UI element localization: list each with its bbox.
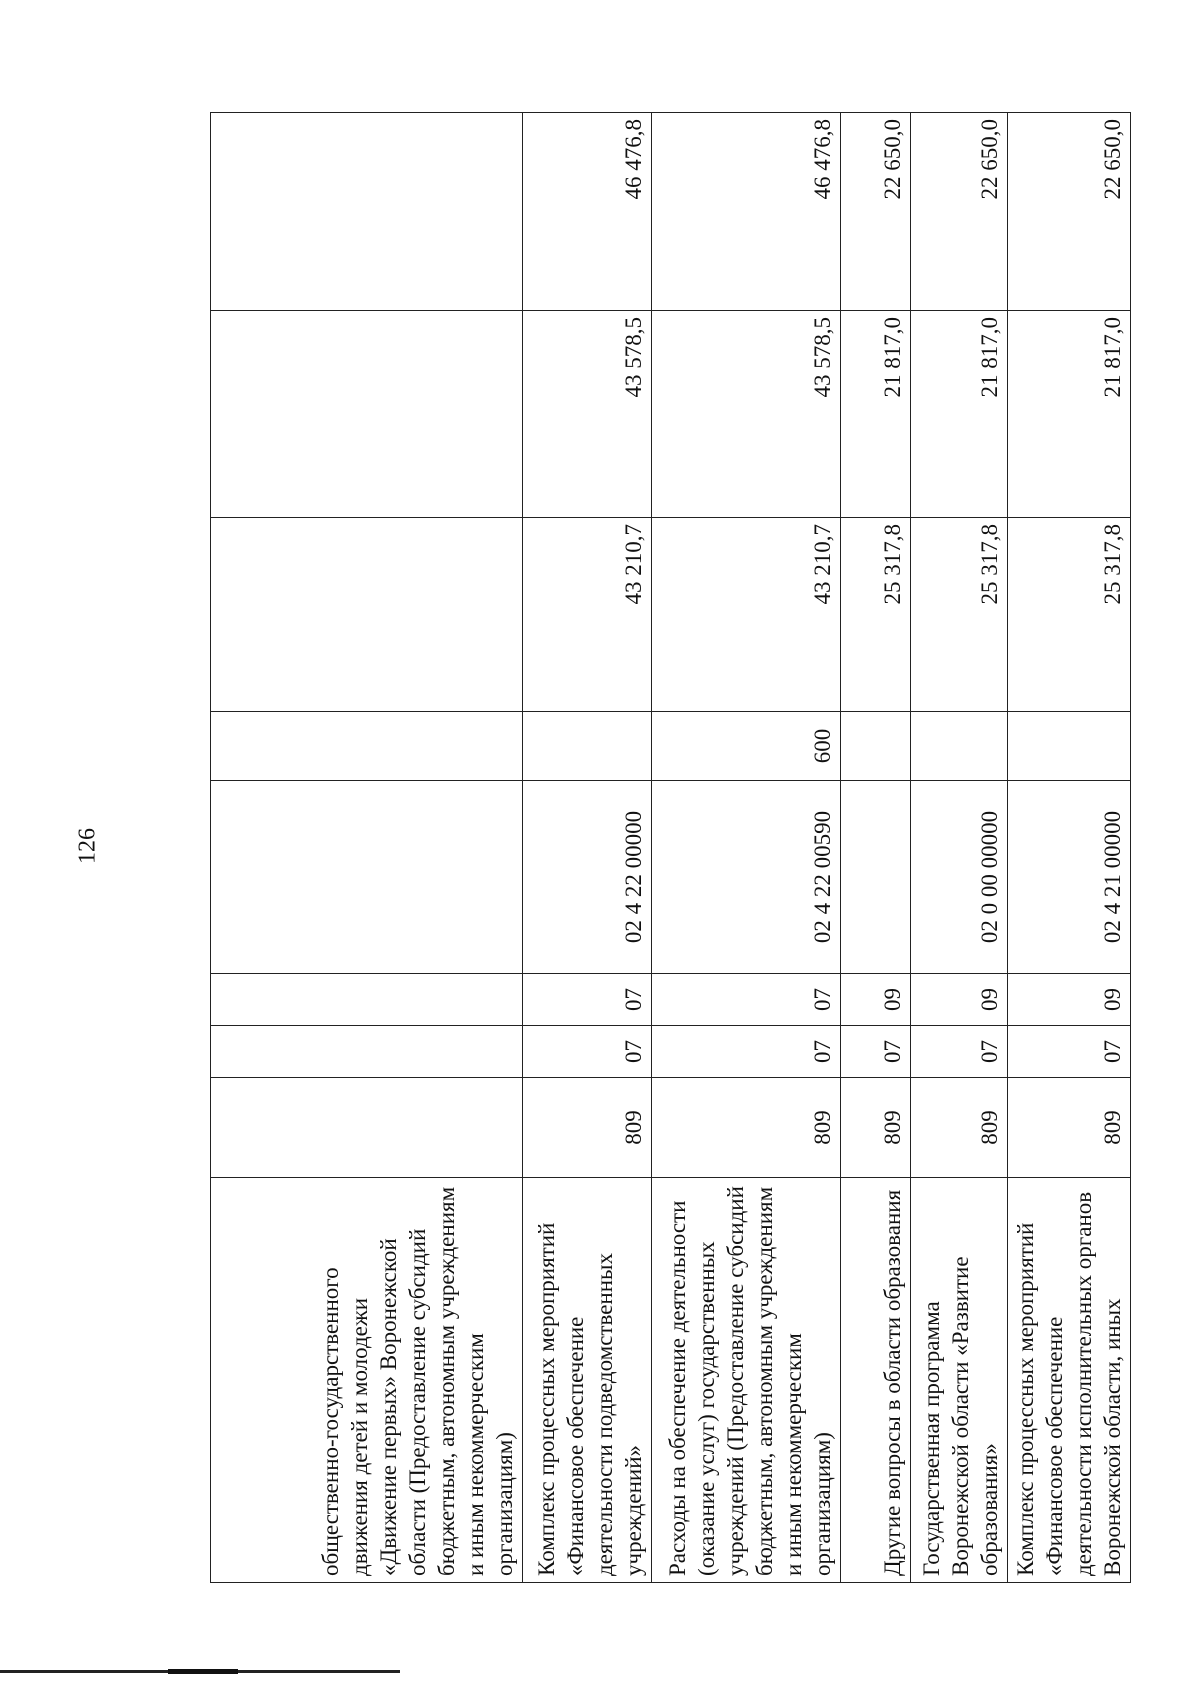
row-name: Расходы на обеспечение деятельности (оказание услуг) государственных учреждений (Предоставление субсидий бюджетным, автономным учреждениям и иным некоммерческим организациям): [652, 1178, 841, 1583]
amount-year-1: [211, 518, 523, 712]
expense-type-code: [841, 712, 911, 781]
footer-rule: [0, 1670, 400, 1673]
subsection-code: 07: [652, 974, 841, 1026]
grbs-code: 809: [911, 1078, 1008, 1178]
subsection-code: 09: [1008, 974, 1131, 1026]
row-name: Другие вопросы в области образования: [841, 1178, 911, 1583]
budget-table-sheet: [210, 113, 1125, 1583]
amount-year-3: 22 650,0: [841, 113, 911, 311]
row-name: Государственная программа Воронежской области «Развитие образования»: [911, 1178, 1008, 1583]
table-row: [911, 113, 1008, 1583]
target-article-code: 02 4 22 00000: [523, 781, 652, 974]
table-row: [652, 113, 841, 1583]
target-article-code: 02 4 21 00000: [1008, 781, 1131, 974]
row-name: Комплекс процессных мероприятий «Финансовое обеспечение деятельности подведомственных учреждений»: [523, 1178, 652, 1583]
table-row: [211, 113, 523, 1583]
amount-year-2: 21 817,0: [841, 311, 911, 518]
amount-year-2: 43 578,5: [652, 311, 841, 518]
amount-year-2: [211, 311, 523, 518]
table-row: [523, 113, 652, 1583]
amount-year-1: 25 317,8: [841, 518, 911, 712]
target-article-code: [841, 781, 911, 974]
amount-year-2: 43 578,5: [523, 311, 652, 518]
expense-type-code: [1008, 712, 1131, 781]
amount-year-3: [211, 113, 523, 311]
table-row: [841, 113, 911, 1583]
subsection-code: 07: [523, 974, 652, 1026]
expense-type-code: [911, 712, 1008, 781]
amount-year-1: 25 317,8: [1008, 518, 1131, 712]
amount-year-3: 22 650,0: [1008, 113, 1131, 311]
section-code: 07: [652, 1026, 841, 1078]
subsection-code: 09: [841, 974, 911, 1026]
section-code: 07: [911, 1026, 1008, 1078]
subsection-code: [211, 974, 523, 1026]
table-row: [1008, 113, 1131, 1583]
grbs-code: 809: [523, 1078, 652, 1178]
subsection-code: 09: [911, 974, 1008, 1026]
target-article-code: 02 0 00 00000: [911, 781, 1008, 974]
amount-year-1: 43 210,7: [523, 518, 652, 712]
amount-year-1: 43 210,7: [652, 518, 841, 712]
grbs-code: 809: [841, 1078, 911, 1178]
section-code: 07: [841, 1026, 911, 1078]
amount-year-2: 21 817,0: [1008, 311, 1131, 518]
target-article-code: 02 4 22 00590: [652, 781, 841, 974]
section-code: 07: [1008, 1026, 1131, 1078]
grbs-code: [211, 1078, 523, 1178]
target-article-code: [211, 781, 523, 974]
section-code: 07: [523, 1026, 652, 1078]
grbs-code: 809: [652, 1078, 841, 1178]
row-name: общественно-государственного движения детей и молодежи «Движение первых» Воронежской области (Предоставление субсидий бюджетным, автономным учреждениям и иным некоммерческим организациям): [211, 1178, 523, 1583]
amount-year-3: 46 476,8: [523, 113, 652, 311]
amount-year-2: 21 817,0: [911, 311, 1008, 518]
amount-year-3: 46 476,8: [652, 113, 841, 311]
expense-type-code: [211, 712, 523, 781]
page-number: 126: [74, 828, 101, 864]
amount-year-3: 22 650,0: [911, 113, 1008, 311]
row-name: Комплекс процессных мероприятий «Финансовое обеспечение деятельности исполнительных органов Воронежской области, иных: [1008, 1178, 1131, 1583]
section-code: [211, 1026, 523, 1078]
grbs-code: 809: [1008, 1078, 1131, 1178]
budget-table: [210, 112, 1131, 1583]
expense-type-code: [523, 712, 652, 781]
amount-year-1: 25 317,8: [911, 518, 1008, 712]
expense-type-code: 600: [652, 712, 841, 781]
